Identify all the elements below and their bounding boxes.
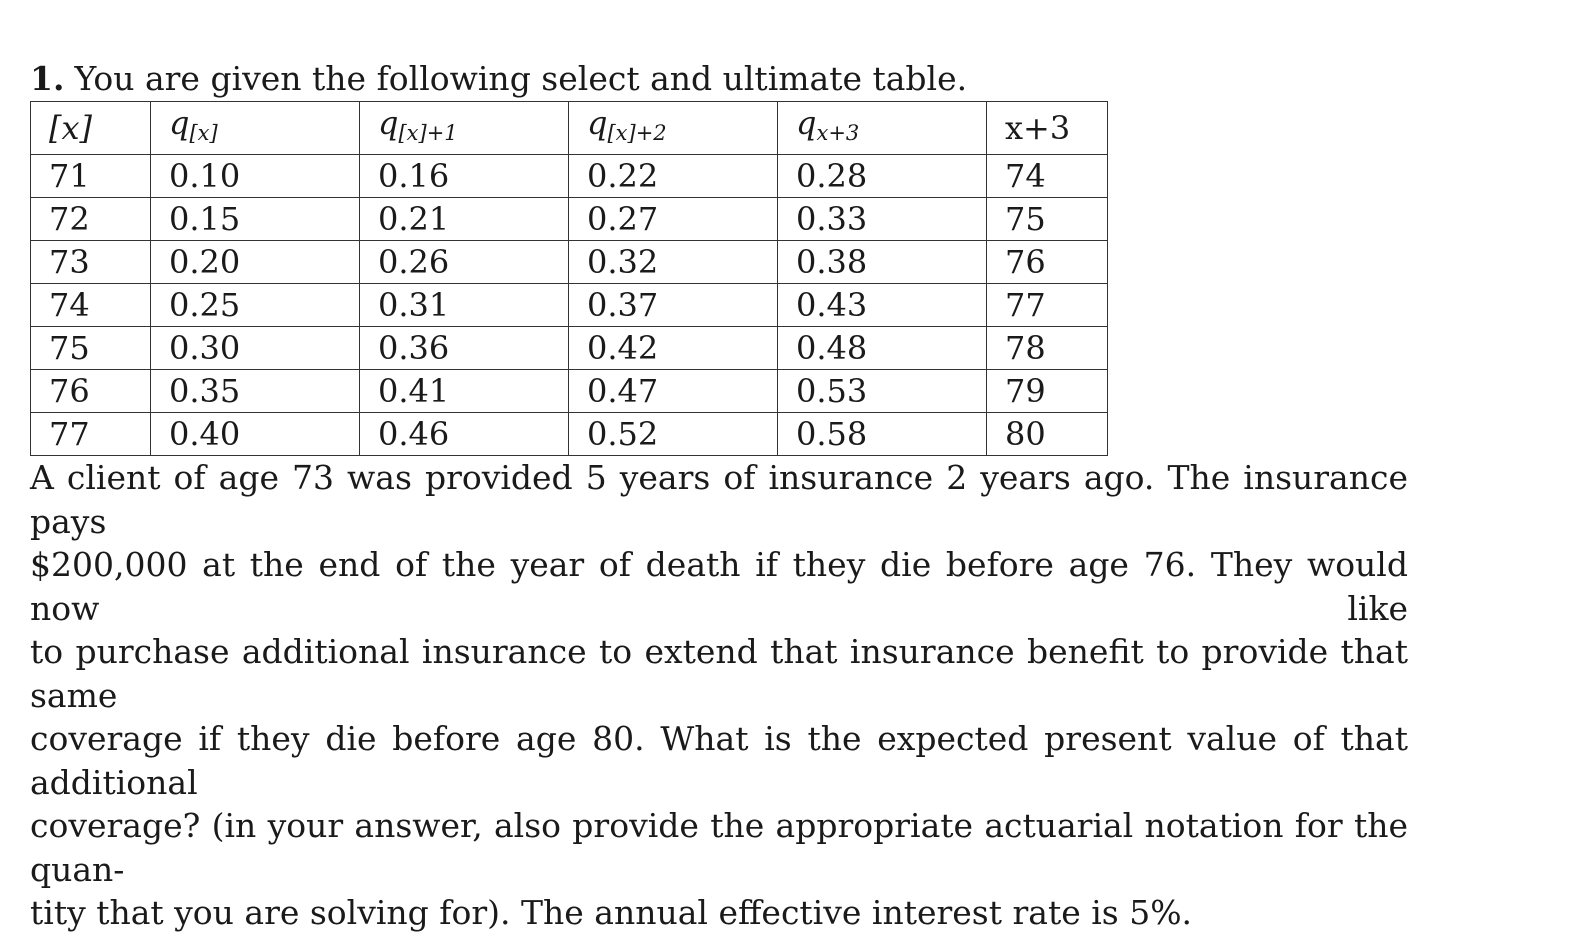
table-cell: 77 bbox=[987, 284, 1108, 327]
table-cell: 0.21 bbox=[360, 198, 569, 241]
header-q-select-plus2: $q_{[x]+2}$ bbox=[569, 102, 778, 155]
table-cell: 0.22 bbox=[569, 155, 778, 198]
table-cell: 0.52 bbox=[569, 413, 778, 456]
table-row bbox=[31, 370, 1108, 413]
table-cell: 0.35 bbox=[151, 370, 360, 413]
problem-intro: You are given the following select and ultimate table. bbox=[74, 59, 968, 98]
table-cell: 0.30 bbox=[151, 327, 360, 370]
table-cell: 73 bbox=[31, 241, 151, 284]
table-cell: 0.15 bbox=[151, 198, 360, 241]
table-cell: 0.40 bbox=[151, 413, 360, 456]
table-cell: 0.27 bbox=[569, 198, 778, 241]
table-cell: 75 bbox=[987, 198, 1108, 241]
table-cell: 0.25 bbox=[151, 284, 360, 327]
table-cell: 0.33 bbox=[778, 198, 987, 241]
table-cell: 0.38 bbox=[778, 241, 987, 284]
table-row bbox=[31, 413, 1108, 456]
table-cell: 0.16 bbox=[360, 155, 569, 198]
header-q-ultimate: $q_{x+3}$ bbox=[778, 102, 987, 155]
table-header-row bbox=[31, 102, 1108, 155]
problem-heading bbox=[30, 58, 1410, 100]
table-cell: 75 bbox=[31, 327, 151, 370]
table-cell: 76 bbox=[987, 241, 1108, 284]
table-cell: 0.28 bbox=[778, 155, 987, 198]
table-row bbox=[31, 284, 1108, 327]
table-cell: 0.32 bbox=[569, 241, 778, 284]
table-cell: 0.31 bbox=[360, 284, 569, 327]
table-cell: 0.37 bbox=[569, 284, 778, 327]
header-q-select-plus1: $q_{[x]+1}$ bbox=[360, 102, 569, 155]
table-cell: 77 bbox=[31, 413, 151, 456]
question-line: coverage? (in your answer, also provide the appropriate actuarial notation for the quan- bbox=[30, 806, 1408, 889]
table-cell: 74 bbox=[987, 155, 1108, 198]
table-row bbox=[31, 198, 1108, 241]
table-cell: 0.46 bbox=[360, 413, 569, 456]
table-cell: 0.48 bbox=[778, 327, 987, 370]
table-body bbox=[31, 155, 1108, 456]
table-cell: 74 bbox=[31, 284, 151, 327]
table-cell: 80 bbox=[987, 413, 1108, 456]
problem-block bbox=[30, 58, 1410, 935]
question-text bbox=[30, 456, 1408, 935]
header-x-plus3: x+3 bbox=[987, 102, 1108, 155]
table-cell: 0.43 bbox=[778, 284, 987, 327]
question-line: coverage if they die before age 80. What is the expected present value of that additional bbox=[30, 719, 1408, 802]
table-cell: 0.47 bbox=[569, 370, 778, 413]
table-row bbox=[31, 327, 1108, 370]
table-cell: 0.53 bbox=[778, 370, 987, 413]
header-x-select: [x] bbox=[31, 102, 151, 155]
question-line: A client of age 73 was provided 5 years of insurance 2 years ago. The insurance pays bbox=[30, 458, 1408, 541]
header-q-select: $q_{[x]}$ bbox=[151, 102, 360, 155]
problem-number: 1. bbox=[30, 59, 65, 98]
question-line: to purchase additional insurance to extend that insurance benefit to provide that same bbox=[30, 632, 1408, 715]
table-cell: 0.41 bbox=[360, 370, 569, 413]
table-cell: 72 bbox=[31, 198, 151, 241]
table-row bbox=[31, 155, 1108, 198]
question-line: $200,000 at the end of the year of death if they die before age 76. They would now like bbox=[30, 545, 1408, 628]
table-cell: 71 bbox=[31, 155, 151, 198]
table-cell: 0.58 bbox=[778, 413, 987, 456]
table-cell: 0.36 bbox=[360, 327, 569, 370]
table-cell: 79 bbox=[987, 370, 1108, 413]
table-cell: 78 bbox=[987, 327, 1108, 370]
table-cell: 0.42 bbox=[569, 327, 778, 370]
select-ultimate-table bbox=[30, 101, 1108, 456]
table-cell: 0.26 bbox=[360, 241, 569, 284]
table-row bbox=[31, 241, 1108, 284]
table-cell: 76 bbox=[31, 370, 151, 413]
table-cell: 0.20 bbox=[151, 241, 360, 284]
table-cell: 0.10 bbox=[151, 155, 360, 198]
question-line: tity that you are solving for). The annual effective interest rate is 5%. bbox=[30, 893, 1193, 932]
